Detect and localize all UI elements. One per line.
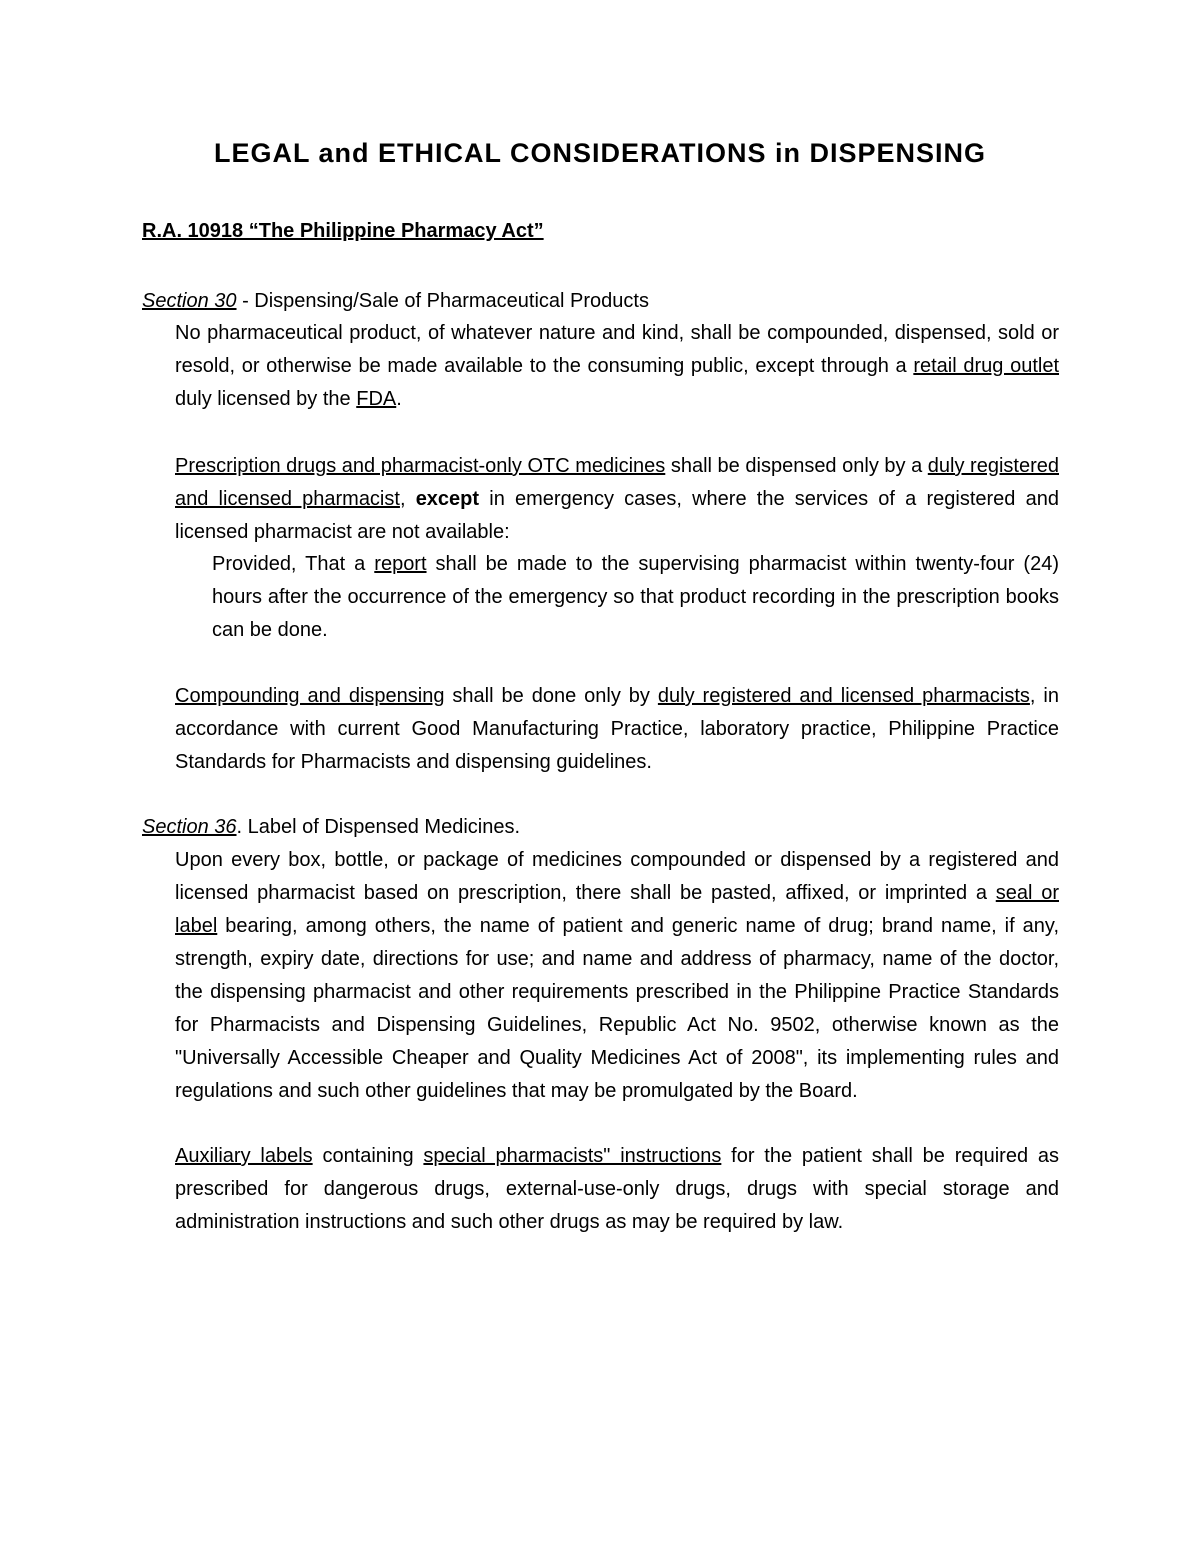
document-title: LEGAL and ETHICAL CONSIDERATIONS in DISPENSING <box>213 138 987 168</box>
text-run: No pharmaceutical product, of whatever nature and kind, shall be compounded, dispensed, sold or resold, or otherwise be made available to the consuming public, except through a <box>175 322 1059 377</box>
underlined-term: seal or label <box>175 882 1059 937</box>
text-run: . <box>396 388 402 410</box>
underlined-term: Auxiliary labels <box>175 1145 313 1167</box>
section-30-paragraph-3 <box>175 680 1059 779</box>
underlined-term: duly registered and licensed pharmacist <box>175 455 1059 510</box>
underlined-term: retail drug outlet <box>913 355 1060 377</box>
section-36-heading <box>142 811 520 844</box>
text-run: , in accordance with current Good Manufacturing Practice, laboratory practice, Philippine Practice Standards for Pharmacists and dispensing guidelines. <box>175 685 1060 773</box>
underlined-term: Prescription drugs and pharmacist-only OTC medicines <box>175 455 666 477</box>
text-run: for the patient shall be required as prescribed for dangerous drugs, external-use-only drugs, drugs with special storage and administration instructions and such other drugs as may be required by law. <box>175 1145 1060 1233</box>
underlined-term: Compounding and dispensing <box>175 685 445 707</box>
section-36-paragraph-2 <box>175 1140 1059 1239</box>
section-30-title: - Dispensing/Sale of Pharmaceutical Products <box>236 290 649 312</box>
bold-term: except <box>415 488 480 510</box>
text-run: Upon every box, bottle, or package of medicines compounded or dispensed by a registered and licensed pharmacist based on prescription, there shall be pasted, affixed, or imprinted a <box>175 849 1059 904</box>
section-36-title: . Label of Dispensed Medicines. <box>236 816 521 838</box>
section-30-proviso <box>212 548 1059 647</box>
underlined-term: duly registered and licensed pharmacists <box>657 685 1030 707</box>
text-run: shall be dispensed only by a <box>665 455 928 477</box>
text-run: Provided, That a <box>212 553 375 575</box>
section-30-heading <box>142 285 649 318</box>
underlined-term: FDA <box>356 388 397 410</box>
underlined-term: special pharmacists" instructions <box>423 1145 722 1167</box>
section-30-label: Section 30 <box>142 290 237 312</box>
text-run: shall be done only by <box>444 685 658 707</box>
text-run: containing <box>312 1145 424 1167</box>
act-title: R.A. 10918 “The Philippine Pharmacy Act” <box>142 220 544 242</box>
text-run: duly licensed by the <box>175 388 357 410</box>
section-36-paragraph-1 <box>175 844 1059 1108</box>
section-36-label: Section 36 <box>142 816 237 838</box>
section-30-paragraph-2 <box>175 450 1059 549</box>
text-run: , <box>399 488 416 510</box>
text-run: shall be made to the supervising pharmacist within twenty-four (24) hours after the occurrence of the emergency so that product recording in the prescription books can be done. <box>212 553 1059 641</box>
text-run: bearing, among others, the name of patient and generic name of drug; brand name, if any, strength, expiry date, directions for use; and name and address of pharmacy, name of the doctor, the dispensing pharmacist and other requirements prescribed in the Philippine Practice Standards for Pharmacists and Dispensing Guidelines, Republic Act No. 9502, otherwise known as the "Universally Accessible Cheaper and Quality Medicines Act of 2008", its implementing rules and regulations and such other guidelines that may be promulgated by the Board. <box>175 915 1059 1102</box>
underlined-term: report <box>374 553 427 575</box>
text-run: in emergency cases, where the services of a registered and licensed pharmacist are not available: <box>175 488 1059 543</box>
section-30-paragraph-1 <box>175 317 1059 416</box>
